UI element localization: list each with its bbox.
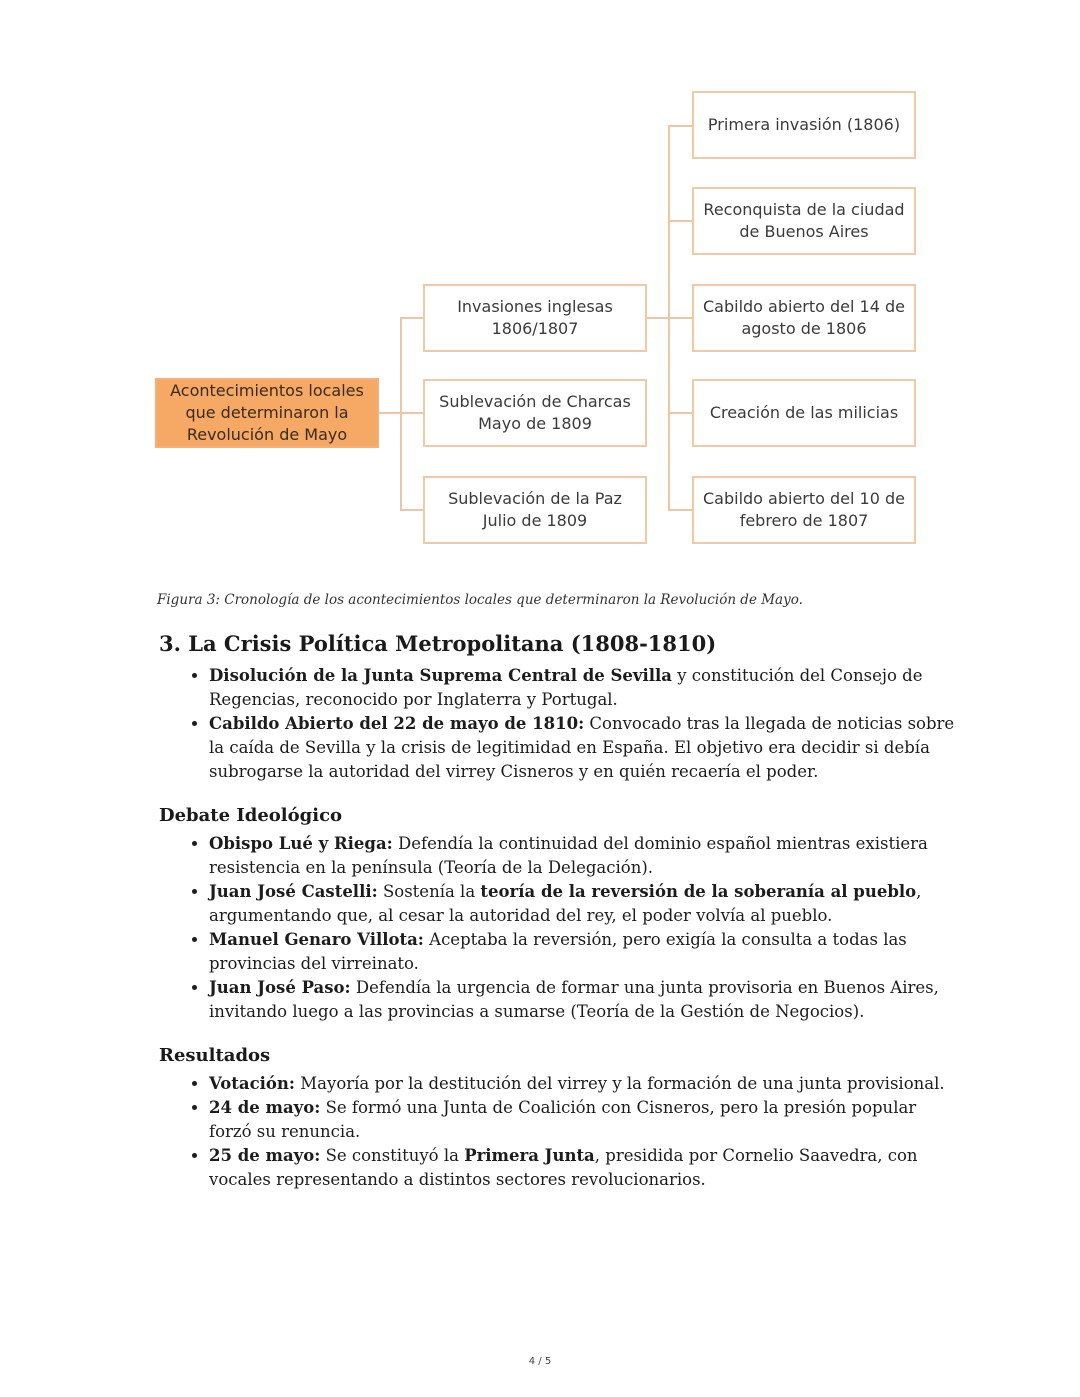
node-label: Creación de las milicias bbox=[709, 403, 899, 422]
bullet-list bbox=[159, 664, 959, 784]
subsection-heading: Resultados bbox=[159, 1045, 271, 1066]
section-crisis bbox=[159, 630, 959, 784]
connector bbox=[668, 220, 692, 222]
bullet-list bbox=[159, 832, 959, 1024]
list-item bbox=[209, 712, 959, 784]
node-cabildo-1806 bbox=[692, 284, 916, 352]
node-label: Primera invasión (1806) bbox=[707, 115, 901, 134]
list-item bbox=[209, 1072, 959, 1096]
node-label: Sublevación de Charcas Mayo de 1809 bbox=[439, 392, 631, 433]
bold-term: Manuel Genaro Villota: bbox=[209, 930, 424, 949]
item-text: Sostenía la bbox=[377, 882, 481, 901]
bold-term: Primera Junta bbox=[464, 1146, 595, 1165]
item-text: , argumentando que, al cesar la autoridad del rey, el poder volvía al pueblo. bbox=[209, 882, 922, 925]
node-cabildo-1807 bbox=[692, 476, 916, 544]
item-text: Convocado tras la llegada de noticias sobre la caída de Sevilla y la crisis de legitimidad en España. El objetivo era decidir si debía subrogarse la autoridad del virrey Cisneros y en quién recaería el poder. bbox=[209, 714, 955, 781]
node-charcas bbox=[423, 379, 647, 447]
connector bbox=[647, 317, 669, 319]
list-item bbox=[209, 1144, 959, 1192]
bullet-list bbox=[159, 1072, 959, 1192]
bold-term: Juan José Castelli: bbox=[209, 882, 378, 901]
section-debate bbox=[159, 804, 959, 1024]
node-label: Cabildo abierto del 10 de febrero de 1807 bbox=[702, 489, 905, 530]
bold-term: Disolución de la Junta Suprema Central de Sevilla bbox=[209, 666, 672, 685]
node-label: Cabildo abierto del 14 de agosto de 1806 bbox=[702, 297, 905, 338]
chronology-diagram bbox=[0, 0, 1080, 560]
root-node-label: Acontecimientos locales que determinaron la Revolución de Mayo bbox=[170, 381, 364, 444]
list-item bbox=[209, 832, 959, 880]
bold-term: 24 de mayo: bbox=[209, 1098, 321, 1117]
subsection-heading: Debate Ideológico bbox=[159, 805, 343, 826]
bold-term: Votación: bbox=[209, 1074, 296, 1093]
node-reconquista bbox=[692, 187, 916, 255]
item-text: Se formó una Junta de Coalición con Cisneros, pero la presión popular forzó su renuncia. bbox=[209, 1098, 917, 1141]
bold-term: Juan José Paso: bbox=[209, 978, 351, 997]
node-milicias bbox=[692, 379, 916, 447]
item-text: Se constituyó la bbox=[320, 1146, 465, 1165]
list-item bbox=[209, 664, 959, 712]
list-item bbox=[209, 928, 959, 976]
node-label: Sublevación de la Paz Julio de 1809 bbox=[448, 489, 622, 530]
connector bbox=[379, 412, 401, 414]
connector bbox=[400, 317, 423, 319]
bold-term: Obispo Lué y Riega: bbox=[209, 834, 393, 853]
section-heading: 3. La Crisis Política Metropolitana (1808-1810) bbox=[159, 631, 717, 656]
connector bbox=[400, 317, 402, 511]
connector bbox=[668, 125, 692, 127]
bold-term: Cabildo Abierto del 22 de mayo de 1810: bbox=[209, 714, 585, 733]
main-content bbox=[159, 630, 959, 1212]
item-text: Defendía la urgencia de formar una junta provisoria en Buenos Aires, invitando luego a las provincias a sumarse (Teoría de la Gestión de Negocios). bbox=[209, 978, 939, 1021]
connector bbox=[668, 412, 692, 414]
node-primera-invasion bbox=[692, 91, 916, 159]
item-text: y constitución del Consejo de Regencias, reconocido por Inglaterra y Portugal. bbox=[209, 666, 923, 709]
item-text: Defendía la continuidad del dominio español mientras existiera resistencia en la península (Teoría de la Delegación). bbox=[209, 834, 928, 877]
item-text: , presidida por Cornelio Saavedra, con vocales representando a distintos sectores revolucionarios. bbox=[209, 1146, 918, 1189]
connector bbox=[668, 317, 692, 319]
section-resultados bbox=[159, 1044, 959, 1192]
item-text: Mayoría por la destitución del virrey y la formación de una junta provisional. bbox=[295, 1074, 945, 1093]
root-node bbox=[155, 378, 379, 448]
bold-term: teoría de la reversión de la soberanía al pueblo bbox=[480, 882, 917, 901]
node-la-paz bbox=[423, 476, 647, 544]
connector bbox=[668, 509, 692, 511]
connector bbox=[400, 412, 423, 414]
node-invasiones bbox=[423, 284, 647, 352]
list-item bbox=[209, 976, 959, 1024]
node-label: Reconquista de la ciudad de Buenos Aires bbox=[703, 200, 905, 241]
bold-term: 25 de mayo: bbox=[209, 1146, 321, 1165]
list-item bbox=[209, 1096, 959, 1144]
list-item bbox=[209, 880, 959, 928]
node-label: Invasiones inglesas 1806/1807 bbox=[457, 297, 613, 338]
connector bbox=[400, 509, 423, 511]
figure-caption: Figura 3: Cronología de los acontecimientos locales que determinaron la Revolución de Mayo. bbox=[157, 592, 803, 608]
page-number: 4 / 5 bbox=[528, 1356, 552, 1367]
item-text: Aceptaba la reversión, pero exigía la consulta a todas las provincias del virreinato. bbox=[209, 930, 907, 973]
